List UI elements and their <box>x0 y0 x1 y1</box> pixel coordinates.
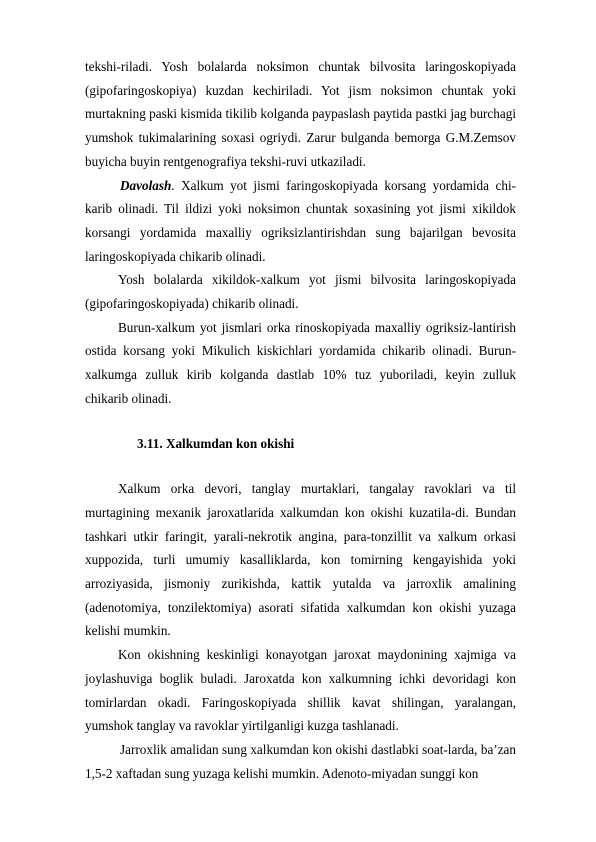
paragraph-bleeding-causes: Xalkum orka devori, tanglay murtaklari, tangalay ravoklari va til murtagining mexanik jaroxatlarida xalkumdan kon okishi kuzatila-di. Bundan tashkari utkir faringit, yarali-nekrotik angina, para-tonzillit va xalkum orkasi xuppozida, turli umumiy kasalliklarda, kon tomirning kengayishida yoki arroziyasida, jismoniy zurikishda, kattik yutalda va jarroxlik amalining (adenotomiya, tonzilektomiya) asorati sifatida xalkumdan kon okishi yuzaga kelishi mumkin. <box>85 481 516 639</box>
term-davolash: Davolash <box>120 177 172 193</box>
paragraph-treatment-text: . Xalkum yot jismi faringoskopiyada korsang yordamida chi-karib olinadi. Til ildizi yoki noksimon chuntak soxasining yot jismi xikildok korsangi yordamida maxalliy ogriksizlantirishdan sung bajarilgan bevosita laringoskopiyada chikarib olinadi. <box>85 177 516 264</box>
spacer <box>85 411 516 432</box>
spacer <box>85 455 516 477</box>
section-heading: 3.11. Xalkumdan kon okishi <box>137 435 295 451</box>
paragraph-bleeding-severity: Kon okishning keskinligi konayotgan jaroxat maydonining xajmiga va joylashuviga boglik buladi. Jaroxatda kon xalkumning ichki devoridagi kon tomirlardan okadi. Faringoskopiyada shillik kavat shilingan, yaralangan, yumshok tanglay va ravoklar yirtilganligi kuzga tashlanadi. <box>85 647 516 734</box>
paragraph-treatment <box>85 174 516 269</box>
paragraph-intro: tekshi-riladi. Yosh bolalarda noksimon chuntak bilvosita laringoskopiyada (gipofaringoskopiya) kuzdan kechiriladi. Yot jism noksimon chuntak yoki murtakning paski kismida tikilib kolganda paypaslash paytida pastki jag burchagi yumshok tukimalarining soxasi ogriydi. Zarur bulganda bemorga G.M.Zemsov buyicha buyin rentgenografiya tekshi-ruvi utkaziladi. <box>85 59 516 169</box>
paragraph-postoperative: Jarroxlik amalidan sung xalkumdan kon okishi dastlabki soat-larda, ba’zan 1,5-2 xaftadan sung yuzaga kelishi mumkin. Adenoto-miyadan sunggi kon <box>85 741 516 781</box>
document-page <box>85 55 516 785</box>
paragraph-nasopharynx: Burun-xalkum yot jismlari orka rinoskopiyada maxalliy ogriksiz-lantirish ostida korsang yoki Mikulich kiskichlari yordamida chikarib olinadi. Burun-xalkumga zulluk kirib kolganda dastlab 10% tuz yuboriladi, keyin zulluk chikarib olinadi. <box>85 319 516 406</box>
paragraph-children: Yosh bolalarda xikildok-xalkum yot jismi bilvosita laringoskopiyada (gipofaringoskopiyada) chikarib olinadi. <box>85 272 516 312</box>
